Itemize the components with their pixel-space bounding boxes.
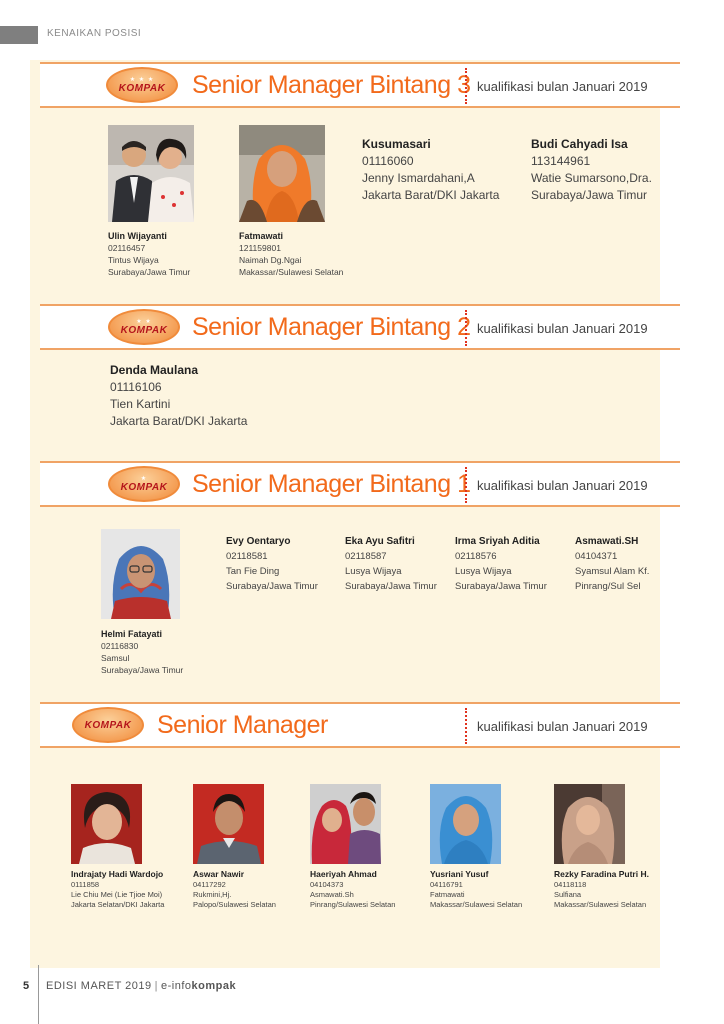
- qualification-text: kualifikasi bulan Januari 2019: [477, 719, 648, 734]
- person-location: Surabaya/Jawa Timur: [531, 188, 648, 202]
- brand-prefix: e-info: [160, 980, 192, 992]
- kompak-logo: [106, 67, 178, 103]
- person-name: Aswar Nawir: [193, 869, 245, 879]
- qualification-text: kualifikasi bulan Januari 2019: [477, 478, 648, 493]
- person-name: Ulin Wijayanti: [108, 231, 167, 241]
- section-banner-senior-manager: [40, 702, 680, 748]
- person-sponsor: Jenny Ismardahani,A: [362, 171, 475, 185]
- person-location: Jakarta Selatan/DKI Jakarta: [71, 900, 165, 909]
- person-location: Pinrang/Sul Sel: [575, 581, 641, 592]
- person-location: Surabaya/Jawa Timur: [455, 581, 547, 592]
- person-id: 04117292: [193, 880, 226, 889]
- person-sponsor: Naimah Dg.Ngai: [239, 255, 302, 265]
- person-sponsor: Lusya Wijaya: [345, 566, 402, 577]
- photo-indrajaty-hadi-wardojo: [71, 784, 142, 864]
- person-sponsor: Lie Chiu Mei (Lie Tjioe Moi): [71, 890, 163, 899]
- person-sponsor: Fatmawati: [430, 890, 465, 899]
- person-id: 04116791: [430, 880, 463, 889]
- photo-ulin-wijayanti: [108, 125, 194, 222]
- person-location: Jakarta Barat/DKI Jakarta: [362, 188, 500, 202]
- person-name: Asmawati.SH: [575, 536, 639, 547]
- person-sponsor: Syamsul Alam Kf.: [575, 566, 650, 577]
- person-ulin-wijayanti: [108, 230, 190, 278]
- footer-edition: [46, 980, 236, 992]
- person-name: Irma Sriyah Aditia: [455, 536, 540, 547]
- logo-text: KOMPAK: [84, 719, 132, 731]
- person-asmawati-sh: [575, 534, 649, 594]
- person-id: 02118587: [345, 551, 387, 562]
- person-id: 113144961: [531, 154, 591, 168]
- person-id: 02116457: [108, 243, 146, 253]
- person-eka-ayu-safitri: [345, 534, 437, 594]
- person-name: Rezky Faradina Putri H.: [554, 869, 649, 879]
- person-id: 0111858: [71, 880, 100, 889]
- person-name: Evy Oentaryo: [226, 536, 291, 547]
- person-sponsor: Tien Kartini: [110, 397, 171, 411]
- photo-aswar-nawir: [193, 784, 264, 864]
- person-kusumasari: [362, 136, 499, 204]
- section-banner-bintang-2: [40, 304, 680, 350]
- dotted-divider: [465, 310, 467, 346]
- person-id: 01116106: [110, 380, 162, 394]
- person-aswar-nawir: [193, 869, 276, 910]
- person-haeriyah-ahmad: [310, 869, 395, 910]
- section-title: Senior Manager: [157, 711, 328, 739]
- section-title: Senior Manager Bintang 3: [192, 71, 471, 99]
- person-location: Palopo/Sulawesi Selatan: [193, 900, 276, 909]
- person-id: 02116830: [101, 641, 139, 651]
- person-sponsor: Lusya Wijaya: [455, 566, 512, 577]
- brand-name: kompak: [191, 980, 237, 992]
- person-sponsor: Rukmini,Hj.: [193, 890, 232, 899]
- person-id: 04118118: [554, 880, 587, 889]
- qualification-text: kualifikasi bulan Januari 2019: [477, 79, 648, 94]
- footer-separator: |: [154, 980, 158, 992]
- person-name: Kusumasari: [362, 137, 431, 151]
- section-banner-bintang-3: [40, 62, 680, 108]
- person-name: Haeriyah Ahmad: [310, 869, 377, 879]
- section-title: Senior Manager Bintang 2: [192, 313, 471, 341]
- person-name: Budi Cahyadi Isa: [531, 137, 628, 151]
- person-name: Indrajaty Hadi Wardojo: [71, 869, 164, 879]
- person-location: Pinrang/Sulawesi Selatan: [310, 900, 396, 909]
- person-location: Surabaya/Jawa Timur: [345, 581, 437, 592]
- person-name: Denda Maulana: [110, 363, 199, 377]
- kompak-logo: [108, 466, 180, 502]
- photo-helmi-fatayati: [101, 529, 180, 619]
- person-sponsor: Asmawati.Sh: [310, 890, 354, 899]
- person-indrajaty-hadi-wardojo: [71, 869, 164, 910]
- person-fatmawati: [239, 230, 343, 278]
- photo-fatmawati: [239, 125, 325, 222]
- person-location: Surabaya/Jawa Timur: [108, 267, 191, 277]
- person-sponsor: Sulfiana: [554, 890, 582, 899]
- photo-haeriyah-ahmad: [310, 784, 381, 864]
- section-label: KENAIKAN POSISI: [47, 28, 142, 39]
- person-id: 02118581: [226, 551, 268, 562]
- person-id: 121159801: [239, 243, 281, 253]
- kompak-logo: [72, 707, 144, 743]
- person-location: Surabaya/Jawa Timur: [101, 665, 184, 675]
- person-location: Makassar/Sulawesi Selatan: [554, 900, 647, 909]
- person-rezky-faradina-putri: [554, 869, 649, 910]
- person-budi-cahyadi-isa: [531, 136, 652, 204]
- dotted-divider: [465, 68, 467, 104]
- person-id: 04104373: [310, 880, 344, 889]
- person-location: Makassar/Sulawesi Selatan: [239, 267, 344, 277]
- person-sponsor: Samsul: [101, 653, 130, 663]
- page-number: 5: [23, 980, 30, 992]
- dotted-divider: [465, 467, 467, 503]
- person-name: Yusriani Yusuf: [430, 869, 489, 879]
- photo-yusriani-yusuf: [430, 784, 501, 864]
- person-denda-maulana: [110, 362, 247, 430]
- person-sponsor: Tintus Wijaya: [108, 255, 159, 265]
- qualification-text: kualifikasi bulan Januari 2019: [477, 321, 648, 336]
- footer-rule: [38, 965, 39, 1024]
- person-name: Fatmawati: [239, 231, 284, 241]
- logo-text: KOMPAK: [120, 481, 168, 493]
- dotted-divider: [465, 708, 467, 744]
- person-id: 01116060: [362, 154, 414, 168]
- edition-label: EDISI MARET 2019: [46, 980, 152, 992]
- person-id: 02118576: [455, 551, 497, 562]
- logo-stars: ★: [140, 475, 148, 482]
- person-name: Helmi Fatayati: [101, 629, 163, 639]
- logo-text: KOMPAK: [118, 82, 166, 94]
- person-helmi-fatayati: [101, 628, 183, 676]
- person-sponsor: Watie Sumarsono,Dra.: [531, 171, 652, 185]
- person-location: Jakarta Barat/DKI Jakarta: [110, 414, 248, 428]
- person-name: Eka Ayu Safitri: [345, 536, 415, 547]
- person-irma-sriyah-aditia: [455, 534, 547, 594]
- logo-text: KOMPAK: [120, 324, 168, 336]
- person-evy-oentaryo: [226, 534, 318, 594]
- person-id: 04104371: [575, 551, 618, 562]
- person-yusriani-yusuf: [430, 869, 522, 910]
- person-location: Surabaya/Jawa Timur: [226, 581, 318, 592]
- logo-stars: ★ ★ ★: [129, 76, 155, 83]
- person-sponsor: Tan Fie Ding: [226, 566, 280, 577]
- logo-stars: ★ ★: [136, 318, 152, 325]
- section-title: Senior Manager Bintang 1: [192, 470, 471, 498]
- photo-rezky-faradina-putri: [554, 784, 625, 864]
- person-location: Makassar/Sulawesi Selatan: [430, 900, 523, 909]
- section-banner-bintang-1: [40, 461, 680, 507]
- kompak-logo: [108, 309, 180, 345]
- header-bar: [0, 26, 38, 44]
